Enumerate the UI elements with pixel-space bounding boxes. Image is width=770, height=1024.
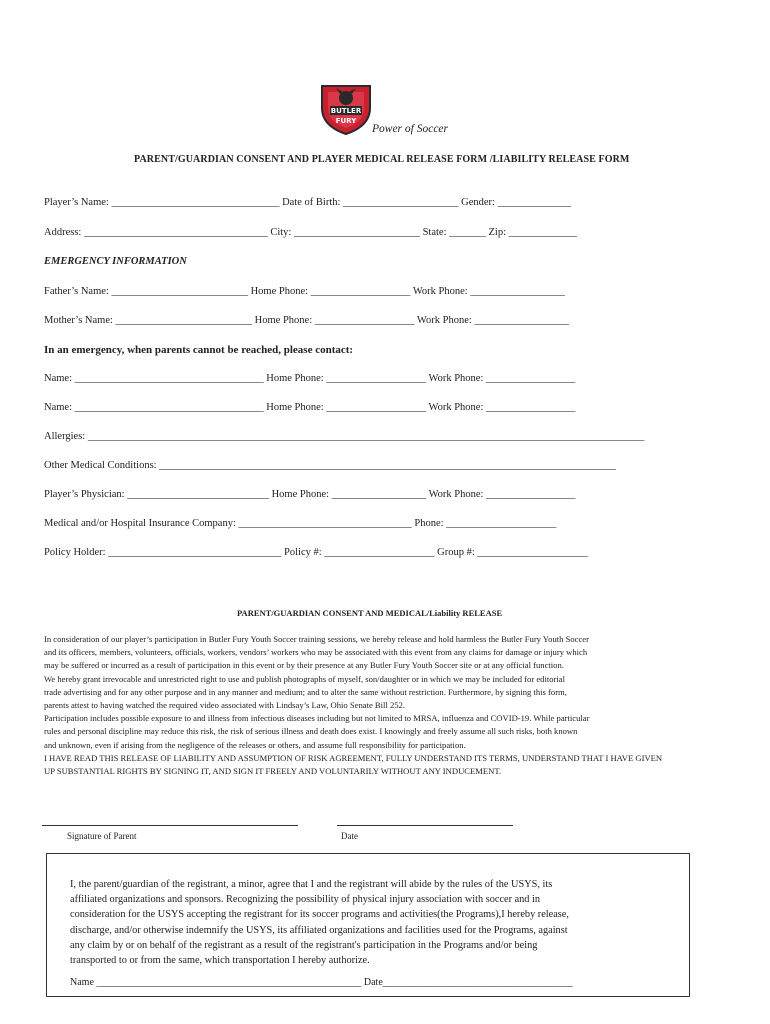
policy-row[interactable]: Policy Holder: _________________________________ Policy #: _____________________ Group #: _____________________ (44, 547, 588, 558)
svg-text:FURY: FURY (335, 117, 357, 125)
release-line: parents attest to having watched the required video associated with Lindsay’s Law, Ohio Senate Bill 252. (44, 700, 406, 711)
release-line: may be suffered or incurred as a result of participation in this event or by their presence at any Butler Fury Youth Soccer site or at any official function. (44, 660, 564, 671)
usys-line: affiliated organizations and sponsors. Recognizing the possibility of physical injury association with soccer and in (70, 894, 541, 906)
parent-signature-label: Signature of Parent (67, 831, 137, 841)
release-paragraph (44, 633, 734, 778)
release-subtitle: PARENT/GUARDIAN CONSENT AND MEDICAL/Liability RELEASE (237, 608, 503, 618)
release-line: and unknown, even if arising from the negligence of the releases or others, and assume full responsibility for participation. (44, 739, 466, 750)
butler-fury-logo-icon (318, 80, 374, 136)
svg-text:BUTLER: BUTLER (330, 107, 362, 115)
tagline: Power of Soccer (372, 123, 449, 135)
release-line: trade advertising and for any other purpose and in any manner and medium; and to alter the same without restriction. Furthermore, by signing this form, (44, 686, 567, 697)
other-medical-row[interactable]: Other Medical Conditions: _______________________________________________________________________________________ (44, 460, 616, 471)
usys-line: transported to or from the same, which transportation I hereby authorize. (70, 955, 370, 967)
emergency-heading: EMERGENCY INFORMATION (44, 256, 187, 267)
release-line: and its officers, members, volunteers, officials, workers, vendors’ workers who may be associated with this event from any claims for damage or injury which (44, 647, 588, 658)
physician-row[interactable]: Player’s Physician: ___________________________ Home Phone: __________________ Work Phone: _________________ (44, 489, 576, 500)
contact-row[interactable]: Name: ____________________________________ Home Phone: ___________________ Work Phone: _________________ (44, 373, 576, 384)
mother-row[interactable]: Mother’s Name: __________________________ Home Phone: ___________________ Work Phone: __________________ (44, 315, 569, 326)
release-line: Participation includes possible exposure to and illness from infectious diseases including but not limited to MRSA, influenza and COVID-19. While particular (44, 713, 590, 724)
release-line: In consideration of our player’s participation in Butler Fury Youth Soccer training sessions, we hereby release and hold harmless the Butler Fury Youth Soccer (44, 634, 589, 644)
release-line: I HAVE READ THIS RELEASE OF LIABILITY AND ASSUMPTION OF RISK AGREEMENT, FULLY UNDERSTAND ITS TERMS, UNDERSTAND THAT I HAVE GIVEN (44, 752, 663, 763)
insurance-row[interactable]: Medical and/or Hospital Insurance Company: _________________________________ Phone: _____________________ (44, 518, 557, 529)
date-label: Date (341, 831, 358, 841)
date-signature-line[interactable] (337, 825, 513, 826)
usys-name-date-row[interactable]: Name _____________________________________________________ Date______________________________________ (70, 977, 573, 988)
emergency-contact-heading: In an emergency, when parents cannot be reached, please contact: (44, 344, 354, 356)
contact-row[interactable]: Name: ____________________________________ Home Phone: ___________________ Work Phone: _________________ (44, 402, 576, 413)
release-line: rules and personal discipline may reduce this risk, the risk of serious illness and death does exist. I knowingly and freely assume all such risks, both known (44, 726, 578, 737)
usys-line: I, the parent/guardian of the registrant, a minor, agree that I and the registrant will abide by the rules of the USYS, its (70, 879, 553, 890)
father-row[interactable]: Father’s Name: __________________________ Home Phone: ___________________ Work Phone: __________________ (44, 286, 565, 297)
usys-line: discharge, and/or otherwise indemnify the USYS, its affiliated organizations and facilities used for the Programs, against (70, 924, 568, 936)
release-line: UP SUBSTANTIAL RIGHTS BY SIGNING IT, AND SIGN IT FREELY AND VOLUNTARILY WITHOUT ANY INDUCEMENT. (44, 766, 502, 777)
address-row[interactable]: Address: ___________________________________ City: ________________________ State: _______ Zip: _____________ (44, 227, 577, 238)
release-line: We hereby grant irrevocable and unrestricted right to use and publish photographs of myself, son/daughter or in which we may be included for editorial (44, 673, 565, 684)
usys-line: any claim by or on behalf of the registrant as a result of the registrant's participation in the Programs and/or being (70, 939, 538, 951)
usys-line: consideration for the USYS accepting the registrant for its soccer programs and activities(the Programs),I hereby release, (70, 909, 569, 921)
player-info-row[interactable]: Player’s Name: ________________________________ Date of Birth: ______________________ Gender: ______________ (44, 197, 572, 208)
usys-agreement-text (70, 877, 670, 968)
allergies-row[interactable]: Allergies: __________________________________________________________________________________________________________ (44, 431, 645, 442)
form-title: PARENT/GUARDIAN CONSENT AND PLAYER MEDICAL RELEASE FORM /LIABILITY RELEASE FORM (134, 154, 630, 165)
parent-signature-line[interactable] (42, 825, 298, 826)
